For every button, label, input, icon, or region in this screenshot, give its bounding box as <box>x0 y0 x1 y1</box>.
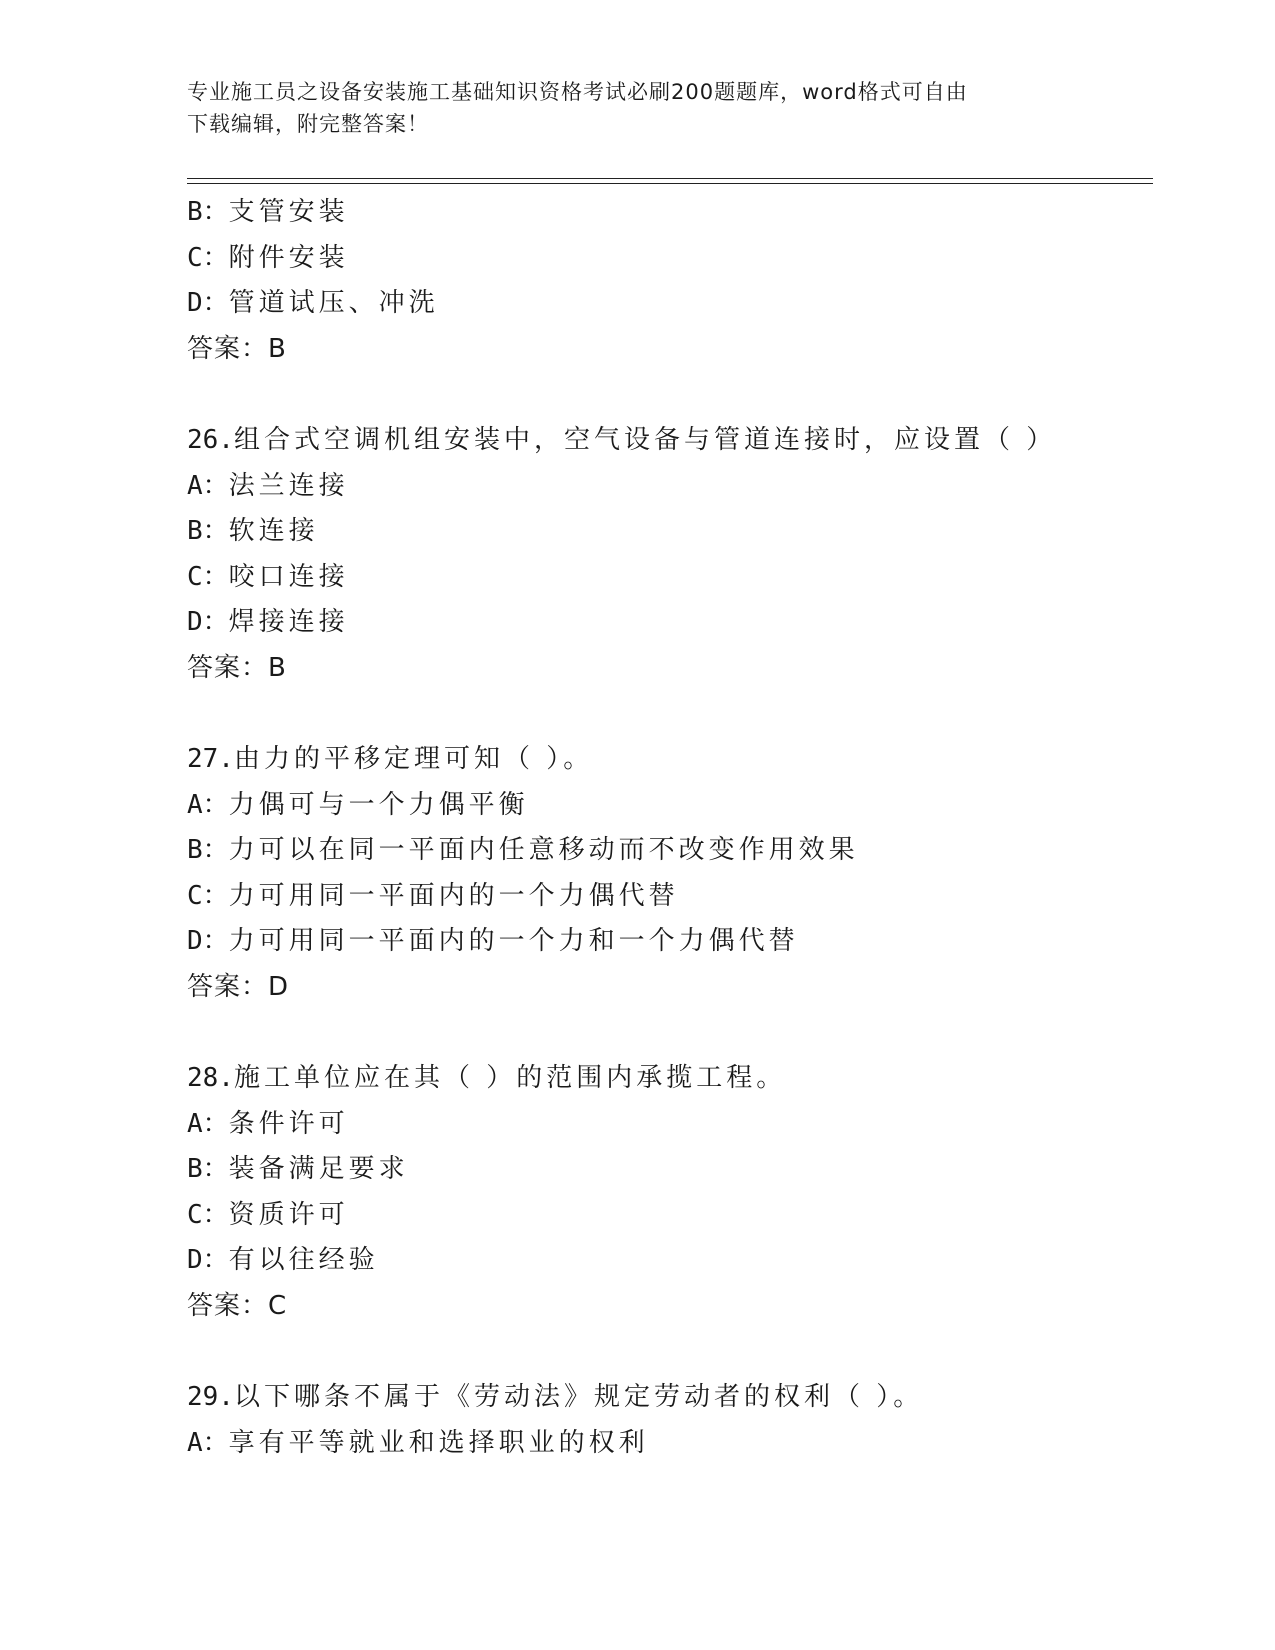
question-28-block <box>187 1056 1147 1329</box>
option-a <box>187 1421 1147 1467</box>
option-prefix: A： <box>187 470 229 501</box>
option-b <box>187 509 1147 555</box>
option-a <box>187 464 1147 510</box>
question-29-block <box>187 1375 1147 1466</box>
option-a <box>187 1102 1147 1148</box>
option-text: 管道试压、冲洗 <box>228 288 439 318</box>
option-a <box>187 783 1147 829</box>
answer-line: 答案：C <box>187 1290 288 1321</box>
option-text: 力可以在同一平面内任意移动而不改变作用效果 <box>228 835 859 865</box>
question-text <box>187 418 1147 464</box>
option-c <box>187 555 1147 601</box>
option-prefix: D： <box>187 926 229 956</box>
document-header <box>187 76 1067 140</box>
question-26-block <box>187 418 1147 691</box>
spacer <box>187 372 1147 418</box>
option-c <box>187 874 1147 920</box>
answer-line: 答案：B <box>187 652 287 683</box>
option-prefix: A： <box>187 1427 229 1458</box>
question-stem: 由力的平移定理可知（ ）。 <box>233 744 594 774</box>
spacer <box>187 1329 1147 1375</box>
question-list <box>187 190 1147 1466</box>
question-stem: 组合式空调机组安装中，空气设备与管道连接时，应设置（ ） <box>233 425 1057 455</box>
option-d <box>187 1238 1147 1284</box>
option-text: 咬口连接 <box>228 561 349 592</box>
option-text: 力可用同一平面内的一个力和一个力偶代替 <box>228 926 799 956</box>
option-prefix: A： <box>187 1108 229 1139</box>
option-text: 资质许可 <box>228 1199 349 1230</box>
option-text: 焊接连接 <box>228 607 349 637</box>
option-text: 力可用同一平面内的一个力偶代替 <box>228 880 679 911</box>
question-text <box>187 1056 1147 1102</box>
option-c <box>187 1193 1147 1239</box>
header-line-2: 下载编辑，附完整答案！ <box>187 112 429 136</box>
option-text: 条件许可 <box>228 1108 349 1139</box>
option-prefix: B： <box>187 835 229 865</box>
option-text: 力偶可与一个力偶平衡 <box>228 789 529 820</box>
option-d <box>187 919 1147 965</box>
question-number: 29. <box>187 1382 234 1412</box>
option-prefix: C： <box>187 242 229 273</box>
question-text <box>187 737 1147 783</box>
option-prefix: D： <box>187 607 229 637</box>
option-c <box>187 236 1147 282</box>
option-text: 附件安装 <box>228 242 349 273</box>
question-25-block <box>187 190 1147 372</box>
option-prefix: B： <box>187 1154 229 1184</box>
option-prefix: D： <box>187 1245 229 1275</box>
option-prefix: B： <box>187 516 229 546</box>
option-d <box>187 600 1147 646</box>
option-prefix: C： <box>187 880 229 911</box>
option-prefix: B： <box>187 197 229 227</box>
option-text: 有以往经验 <box>228 1245 379 1275</box>
question-stem: 以下哪条不属于《劳动法》规定劳动者的权利（ ）。 <box>233 1382 924 1412</box>
question-number: 26. <box>187 425 234 455</box>
question-number: 28. <box>187 1063 234 1093</box>
answer-line: 答案：B <box>187 333 287 364</box>
option-b <box>187 828 1147 874</box>
question-number: 27. <box>187 744 234 774</box>
question-text <box>187 1375 1147 1421</box>
header-line-1: 专业施工员之设备安装施工基础知识资格考试必刷200题题库，word格式可自由 <box>187 80 968 104</box>
option-prefix: A： <box>187 789 229 820</box>
option-prefix: C： <box>187 1199 229 1230</box>
answer-line: 答案：D <box>187 971 290 1002</box>
option-text: 装备满足要求 <box>228 1154 409 1184</box>
option-d <box>187 281 1147 327</box>
option-text: 法兰连接 <box>228 470 349 501</box>
question-stem: 施工单位应在其（ ）的范围内承揽工程。 <box>233 1063 787 1093</box>
spacer <box>187 691 1147 737</box>
header-divider-bottom <box>187 183 1153 184</box>
option-b <box>187 190 1147 236</box>
header-divider-top <box>187 178 1153 179</box>
option-prefix: C： <box>187 561 229 592</box>
spacer <box>187 1010 1147 1056</box>
option-text: 支管安装 <box>228 197 349 227</box>
option-text: 享有平等就业和选择职业的权利 <box>228 1427 649 1458</box>
question-27-block <box>187 737 1147 1010</box>
option-prefix: D： <box>187 288 229 318</box>
option-text: 软连接 <box>228 516 319 546</box>
option-b <box>187 1147 1147 1193</box>
